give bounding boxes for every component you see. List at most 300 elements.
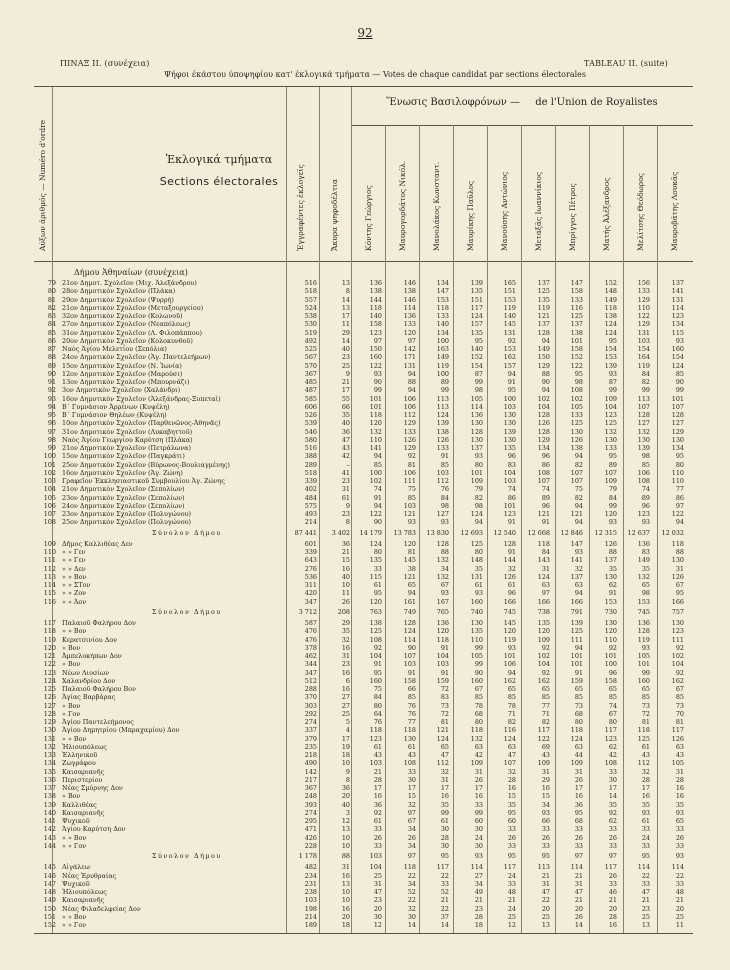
cell-value: 68 bbox=[574, 709, 583, 718]
cell-value: 112 bbox=[436, 477, 449, 485]
cell-value: 16 bbox=[440, 792, 449, 801]
cell-value: 114 bbox=[403, 303, 416, 312]
cell-value: 101 bbox=[637, 660, 650, 669]
cell-value: 36 bbox=[574, 800, 583, 809]
cell-value: 135 bbox=[503, 444, 516, 452]
cell-value: 61 bbox=[641, 742, 650, 751]
cell-value: 108 bbox=[537, 468, 550, 477]
cell-value: 107 bbox=[671, 402, 684, 411]
cell-value: 125 bbox=[369, 627, 382, 636]
row-label: Ναὸς Ἁγίου Μελετίου (Σεπόλια) bbox=[62, 345, 167, 353]
cell-value: 12 668 bbox=[527, 528, 550, 537]
cell-value: 95 bbox=[440, 852, 449, 860]
cell-value: 23 bbox=[641, 904, 650, 913]
row-label: Β΄ Γυμνάσιον Θηλέων (Κυψέλη) bbox=[62, 411, 167, 419]
cell-value: 124 bbox=[537, 572, 550, 581]
cell-value: 125 bbox=[570, 312, 583, 320]
cell-value: 575 bbox=[304, 501, 317, 510]
row-number: 120 bbox=[43, 643, 56, 652]
row-number: 116 bbox=[43, 597, 56, 606]
cell-value: 19 bbox=[341, 742, 350, 751]
row-label: 12ον Δημοτικὸν Σχολεῖον (Μαρούσι) bbox=[62, 369, 183, 378]
cell-value: 100 bbox=[369, 468, 382, 477]
header-left: ΠΙΝΑΞ II. (συνέχεια) bbox=[60, 59, 150, 68]
row-label: » Βον bbox=[62, 643, 81, 652]
cell-value: 73 bbox=[440, 701, 449, 710]
cell-value: 120 bbox=[604, 510, 617, 518]
cell-value: 93 bbox=[641, 643, 650, 652]
cell-value: 135 bbox=[470, 627, 483, 636]
cell-value: 26 bbox=[608, 833, 617, 842]
cell-value: 122 bbox=[369, 361, 382, 370]
cell-value: 118 bbox=[369, 411, 382, 419]
row-label: Ναὸς Ἁγίου Γεωργίου Καρύτση (Πλάκα) bbox=[62, 435, 193, 444]
cell-value: 35 bbox=[641, 564, 650, 573]
cell-value: 16 bbox=[541, 784, 550, 792]
cell-value: 228 bbox=[304, 841, 317, 850]
row-number: 123 bbox=[43, 668, 56, 677]
cell-value: 47 bbox=[541, 888, 550, 896]
cell-value: 135 bbox=[369, 556, 382, 565]
row-number: 134 bbox=[43, 759, 56, 768]
cell-value: 28 bbox=[373, 775, 382, 784]
cell-value: 80 bbox=[373, 548, 382, 556]
table-row bbox=[34, 597, 693, 607]
cell-value: 101 bbox=[503, 501, 516, 510]
row-label: Ἀμπελοκήπων Δον bbox=[62, 652, 122, 660]
cell-value: 26 bbox=[574, 833, 583, 842]
cell-value: 33 bbox=[608, 841, 617, 850]
cell-value: 95 bbox=[675, 589, 684, 598]
row-number: 146 bbox=[43, 871, 56, 880]
row-label: 16ον Δημοτικὸν Σχολεῖον (Ἁγ. Ζώνη) bbox=[62, 468, 183, 477]
cell-value: 311 bbox=[304, 581, 317, 589]
cell-value: 113 bbox=[537, 863, 550, 872]
cell-value: 73 bbox=[641, 701, 650, 710]
cell-value: 102 bbox=[369, 477, 382, 485]
cell-value: 93 bbox=[440, 589, 449, 598]
row-number: 89 bbox=[47, 361, 56, 370]
cell-value: 94 bbox=[507, 369, 516, 378]
cell-value: 103 bbox=[503, 402, 516, 411]
cell-value: 95 bbox=[373, 589, 382, 598]
cell-value: 28 bbox=[507, 775, 516, 784]
cell-value: 91 bbox=[440, 452, 449, 461]
cell-value: 66 bbox=[407, 685, 416, 693]
cell-value: 126 bbox=[537, 419, 550, 428]
cell-value: 21 bbox=[608, 896, 617, 905]
row-number: 144 bbox=[43, 841, 56, 850]
cell-value: 74 bbox=[373, 485, 382, 494]
row-label: » Βον bbox=[62, 792, 81, 801]
cell-value: 75 bbox=[574, 485, 583, 494]
cell-value: 96 bbox=[608, 668, 617, 677]
cell-value: 26 bbox=[608, 871, 617, 880]
cell-value: 295 bbox=[304, 817, 317, 825]
cell-value: 139 bbox=[503, 427, 516, 436]
cell-value: 42 bbox=[341, 452, 350, 461]
cell-value: 127 bbox=[671, 419, 684, 428]
cell-value: 10 bbox=[341, 888, 350, 896]
cell-value: 393 bbox=[304, 800, 317, 809]
row-number: 113 bbox=[43, 572, 56, 581]
cell-value: 28 bbox=[675, 775, 684, 784]
row-number: 129 bbox=[43, 718, 56, 726]
cell-value: 33 bbox=[641, 825, 650, 834]
cell-value: 587 bbox=[304, 619, 317, 627]
cell-value: 217 bbox=[304, 775, 317, 784]
cell-value: 120 bbox=[503, 627, 516, 636]
row-number: 85 bbox=[47, 328, 56, 337]
cell-value: 23 bbox=[373, 896, 382, 905]
cell-value: 127 bbox=[436, 510, 449, 518]
cell-value: 40 bbox=[341, 572, 350, 581]
cell-value: 105 bbox=[470, 394, 483, 403]
cell-value: 61 bbox=[641, 817, 650, 825]
cell-value: 102 bbox=[570, 394, 583, 403]
cell-value: 68 bbox=[474, 709, 483, 718]
cell-value: 140 bbox=[436, 320, 449, 329]
cell-value: 143 bbox=[537, 556, 550, 565]
cell-value: 89 bbox=[641, 493, 650, 502]
cell-value: 122 bbox=[537, 734, 550, 743]
cell-value: 94 bbox=[574, 452, 583, 461]
row-label: Ἑλληνικοῦ bbox=[62, 751, 98, 759]
cell-value: 17 bbox=[574, 784, 583, 792]
row-number: 79 bbox=[47, 279, 56, 287]
cell-value: 103 bbox=[436, 468, 449, 477]
cell-value: 133 bbox=[570, 411, 583, 419]
cell-value: 70 bbox=[675, 709, 684, 718]
cell-value: 29 bbox=[341, 328, 350, 337]
cell-value: 117 bbox=[470, 303, 483, 312]
cell-value: 140 bbox=[369, 312, 382, 320]
cell-value: 36 bbox=[341, 539, 350, 548]
cell-value: 82 bbox=[574, 493, 583, 502]
cell-value: 34 bbox=[440, 564, 449, 573]
cell-value: 119 bbox=[503, 303, 516, 312]
cell-value: 128 bbox=[436, 539, 449, 548]
cell-value: 102 bbox=[537, 652, 550, 660]
cell-value: 154 bbox=[637, 345, 650, 353]
cell-value: 80 bbox=[608, 718, 617, 726]
cell-value: 3 402 bbox=[331, 528, 350, 537]
cell-value: 151 bbox=[470, 295, 483, 304]
cell-value: 106 bbox=[403, 394, 416, 403]
total-row bbox=[34, 528, 693, 538]
row-label: 3ον Δημοτικὸν Σχολεῖον (Χαλάνδρι) bbox=[62, 386, 181, 395]
cell-value: 33 bbox=[507, 841, 516, 850]
cell-value: 42 bbox=[474, 751, 483, 759]
cell-value: 16 bbox=[574, 792, 583, 801]
row-number: 147 bbox=[43, 879, 56, 888]
cell-value: 153 bbox=[604, 597, 617, 606]
cell-value: 116 bbox=[503, 726, 516, 735]
cell-value: 118 bbox=[403, 726, 416, 735]
row-label: Νέας Ἐρυθραίας bbox=[62, 871, 117, 880]
cell-value: 140 bbox=[470, 345, 483, 353]
row-label: 21ον Δημοτικὸν Σχολεῖον (Μεταξουργείου) bbox=[62, 303, 204, 312]
cell-value: 121 bbox=[403, 572, 416, 581]
cell-value: 82 bbox=[507, 718, 516, 726]
cell-value: 14 179 bbox=[359, 528, 382, 537]
cell-value: 12 bbox=[373, 921, 382, 929]
cell-value: 17 bbox=[608, 784, 617, 792]
row-number: 115 bbox=[43, 589, 56, 598]
cell-value: 99 bbox=[675, 386, 684, 395]
cell-value: 92 bbox=[608, 643, 617, 652]
cell-value: 128 bbox=[470, 427, 483, 436]
row-number: 92 bbox=[47, 386, 56, 395]
cell-value: 93 bbox=[608, 518, 617, 527]
row-label: Β΄ Γυμνάσιον Ἀρρένων (Κυψέλη) bbox=[62, 402, 170, 411]
cell-value: 151 bbox=[503, 287, 516, 296]
cell-value: 33 bbox=[641, 841, 650, 850]
cell-value: 16 bbox=[341, 564, 350, 573]
row-label: » Βον bbox=[62, 660, 81, 669]
cell-value: 112 bbox=[436, 759, 449, 768]
row-number: 136 bbox=[43, 775, 56, 784]
cell-value: 519 bbox=[304, 328, 317, 337]
cell-value: 26 bbox=[675, 833, 684, 842]
group-rule bbox=[351, 125, 693, 126]
cell-value: 106 bbox=[503, 660, 516, 669]
cell-value: 21 bbox=[541, 871, 550, 880]
cell-value: 67 bbox=[675, 581, 684, 589]
cell-value: 33 bbox=[641, 879, 650, 888]
cell-value: 98 bbox=[474, 501, 483, 510]
cell-value: 97 bbox=[608, 852, 617, 860]
cell-value: 1 178 bbox=[298, 852, 317, 860]
cell-value: 119 bbox=[637, 361, 650, 370]
row-number: 145 bbox=[43, 863, 56, 872]
cell-value: 117 bbox=[436, 863, 449, 872]
cell-value: 91 bbox=[507, 518, 516, 527]
row-label: Νέων Λιοσίων bbox=[62, 668, 109, 677]
cell-value: 128 bbox=[503, 539, 516, 548]
cell-value: 17 bbox=[341, 734, 350, 743]
cell-value: 82 bbox=[641, 378, 650, 386]
cell-value: 109 bbox=[537, 635, 550, 644]
cell-value: 12 540 bbox=[493, 528, 516, 537]
cell-value: 17 bbox=[641, 784, 650, 792]
row-number: 137 bbox=[43, 784, 56, 792]
cell-value: 85 bbox=[474, 693, 483, 702]
cell-value: 12 846 bbox=[560, 528, 583, 537]
cell-value: 106 bbox=[403, 402, 416, 411]
row-number: 128 bbox=[43, 709, 56, 718]
cell-value: 123 bbox=[369, 734, 382, 743]
cell-value: 94 bbox=[541, 336, 550, 345]
cell-value: 379 bbox=[304, 734, 317, 743]
cell-value: 95 bbox=[541, 852, 550, 860]
row-label: » » Γεν bbox=[62, 556, 86, 565]
cell-value: 52 bbox=[440, 888, 449, 896]
row-label: 23ον Δημοτικὸν Σχολεῖον (Πολυγώνου) bbox=[62, 510, 191, 518]
cell-value: 791 bbox=[570, 607, 583, 616]
cell-value: 214 bbox=[304, 518, 317, 527]
cell-value: 159 bbox=[436, 676, 449, 685]
cell-value: 139 bbox=[436, 419, 449, 428]
cell-value: 123 bbox=[671, 312, 684, 320]
cell-value: 20 bbox=[373, 904, 382, 913]
row-label: 13ον Δημοτικὸν Σχολεῖον (Μπουρνάζι) bbox=[62, 378, 190, 386]
row-label: Παλαιοῦ Φαλήρου Δον bbox=[62, 619, 136, 627]
cell-value: 85 bbox=[608, 693, 617, 702]
cell-value: 745 bbox=[503, 607, 516, 616]
cell-value: 28 bbox=[474, 912, 483, 921]
cell-value: 367 bbox=[304, 369, 317, 378]
cell-value: 235 bbox=[304, 742, 317, 751]
cell-value: 47 bbox=[507, 751, 516, 759]
cell-value: 289 bbox=[304, 460, 317, 469]
cell-value: 32 bbox=[641, 767, 650, 776]
cell-value: 152 bbox=[604, 279, 617, 287]
cell-value: 113 bbox=[637, 394, 650, 403]
cell-value: 133 bbox=[403, 320, 416, 329]
cell-value: 378 bbox=[304, 643, 317, 652]
cell-value: 34 bbox=[541, 800, 550, 809]
row-number: 119 bbox=[43, 635, 56, 644]
cell-value: 22 bbox=[641, 871, 650, 880]
column-rule bbox=[623, 125, 624, 261]
cell-value: 91 bbox=[440, 668, 449, 677]
cell-value: 122 bbox=[570, 361, 583, 370]
cell-value: 31 bbox=[541, 564, 550, 573]
cell-value: 153 bbox=[503, 345, 516, 353]
cell-value: 122 bbox=[369, 510, 382, 518]
header-subtitle: Ψήφοι έκάστου ύποψηφίου κατ' έκλογικά τμήματα — Votes de chaque candidat par sections électorales bbox=[164, 70, 586, 79]
cell-value: 27 bbox=[474, 871, 483, 880]
cell-value: 133 bbox=[403, 427, 416, 436]
cell-value: 94 bbox=[541, 386, 550, 395]
cell-value: 90 bbox=[407, 643, 416, 652]
row-number: 108 bbox=[43, 518, 56, 527]
column-header-number: Αύξων άριθμός — Numéro d'ordre bbox=[38, 119, 47, 251]
cell-value: 118 bbox=[403, 863, 416, 872]
cell-value: 10 bbox=[341, 896, 350, 905]
cell-value: 104 bbox=[503, 468, 516, 477]
cell-value: 98 bbox=[641, 452, 650, 461]
cell-value: 74 bbox=[541, 485, 550, 494]
cell-value: 231 bbox=[304, 879, 317, 888]
cell-value: 20 bbox=[341, 792, 350, 801]
cell-value: 104 bbox=[537, 402, 550, 411]
cell-value: 137 bbox=[671, 279, 684, 287]
cell-value: 82 bbox=[541, 718, 550, 726]
row-number: 96 bbox=[47, 419, 56, 428]
cell-value: 10 bbox=[341, 759, 350, 768]
cell-value: 88 bbox=[341, 852, 350, 860]
row-number: 151 bbox=[43, 912, 56, 921]
row-label: 24ον Δημοτικὸν Σχολεῖον (Ἁγ. Παντελεήμων) bbox=[62, 353, 211, 362]
cell-value: 88 bbox=[407, 378, 416, 386]
cell-value: 62 bbox=[608, 742, 617, 751]
cell-value: 73 bbox=[574, 701, 583, 710]
row-number: 127 bbox=[43, 701, 56, 710]
cell-value: 21 bbox=[574, 871, 583, 880]
cell-value: 91 bbox=[507, 378, 516, 386]
cell-value: 67 bbox=[608, 709, 617, 718]
cell-value: 17 bbox=[341, 386, 350, 395]
cell-value: 485 bbox=[304, 378, 317, 386]
column-rule bbox=[555, 125, 556, 261]
cell-value: 15 bbox=[407, 792, 416, 801]
row-number: 139 bbox=[43, 800, 56, 809]
cell-value: 28 bbox=[608, 912, 617, 921]
row-number: 97 bbox=[47, 427, 56, 436]
cell-value: 292 bbox=[304, 709, 317, 718]
cell-value: 166 bbox=[570, 597, 583, 606]
row-label: » » Βον bbox=[62, 912, 87, 921]
cell-value: 130 bbox=[671, 619, 684, 627]
cell-value: 16 bbox=[341, 668, 350, 677]
cell-value: 526 bbox=[304, 411, 317, 419]
cell-value: 130 bbox=[671, 556, 684, 565]
cell-value: 43 bbox=[675, 751, 684, 759]
cell-value: 130 bbox=[503, 435, 516, 444]
cell-value: 125 bbox=[637, 734, 650, 743]
cell-value: 149 bbox=[604, 295, 617, 304]
cell-value: 71 bbox=[507, 709, 516, 718]
cell-value: 234 bbox=[304, 871, 317, 880]
cell-value: 34 bbox=[474, 879, 483, 888]
cell-value: 31 bbox=[474, 767, 483, 776]
cell-value: 21 bbox=[507, 896, 516, 905]
cell-value: 101 bbox=[570, 336, 583, 345]
row-label: Δῆμος Καλλιθέας Δεν bbox=[62, 539, 133, 548]
cell-value: 43 bbox=[641, 751, 650, 759]
row-label: 31ον Δημοτικὸν Σχολεῖον (Λ. Φιλοπάππου) bbox=[62, 328, 202, 337]
cell-value: 96 bbox=[541, 452, 550, 461]
cell-value: 137 bbox=[537, 279, 550, 287]
cell-value: 106 bbox=[637, 468, 650, 477]
cell-value: 30 bbox=[608, 775, 617, 784]
cell-value: 118 bbox=[637, 726, 650, 735]
section-title: Δήμου Ἀθηναίων (συνέχεια) bbox=[74, 268, 188, 277]
column-rule bbox=[419, 125, 420, 261]
cell-value: 22 bbox=[440, 904, 449, 913]
cell-value: 60 bbox=[507, 817, 516, 825]
cell-value: 35 bbox=[507, 800, 516, 809]
column-header-sections-fr: Sections électorales bbox=[159, 175, 279, 188]
cell-value: 32 bbox=[407, 904, 416, 913]
cell-value: 90 bbox=[541, 378, 550, 386]
cell-value: 90 bbox=[474, 668, 483, 677]
cell-value: 128 bbox=[671, 411, 684, 419]
cell-value: 63 bbox=[574, 581, 583, 589]
row-number: 93 bbox=[47, 394, 56, 403]
cell-value: 162 bbox=[503, 353, 516, 362]
cell-value: 92 bbox=[373, 643, 382, 652]
cell-value: 80 bbox=[373, 701, 382, 710]
cell-value: 33 bbox=[373, 841, 382, 850]
candidate-header: Μανούσης Αντώνιος bbox=[500, 171, 509, 251]
cell-value: 21 bbox=[440, 896, 449, 905]
row-number: 135 bbox=[43, 767, 56, 776]
cell-value: 123 bbox=[637, 510, 650, 518]
cell-value: 97 bbox=[407, 852, 416, 860]
cell-value: 16 bbox=[341, 871, 350, 880]
cell-value: 580 bbox=[304, 435, 317, 444]
cell-value: 160 bbox=[637, 676, 650, 685]
cell-value: 138 bbox=[369, 619, 382, 627]
cell-value: 15 bbox=[341, 556, 350, 565]
cell-value: 99 bbox=[440, 808, 449, 817]
cell-value: 46 bbox=[608, 888, 617, 896]
cell-value: 94 bbox=[407, 386, 416, 395]
cell-value: 99 bbox=[474, 808, 483, 817]
